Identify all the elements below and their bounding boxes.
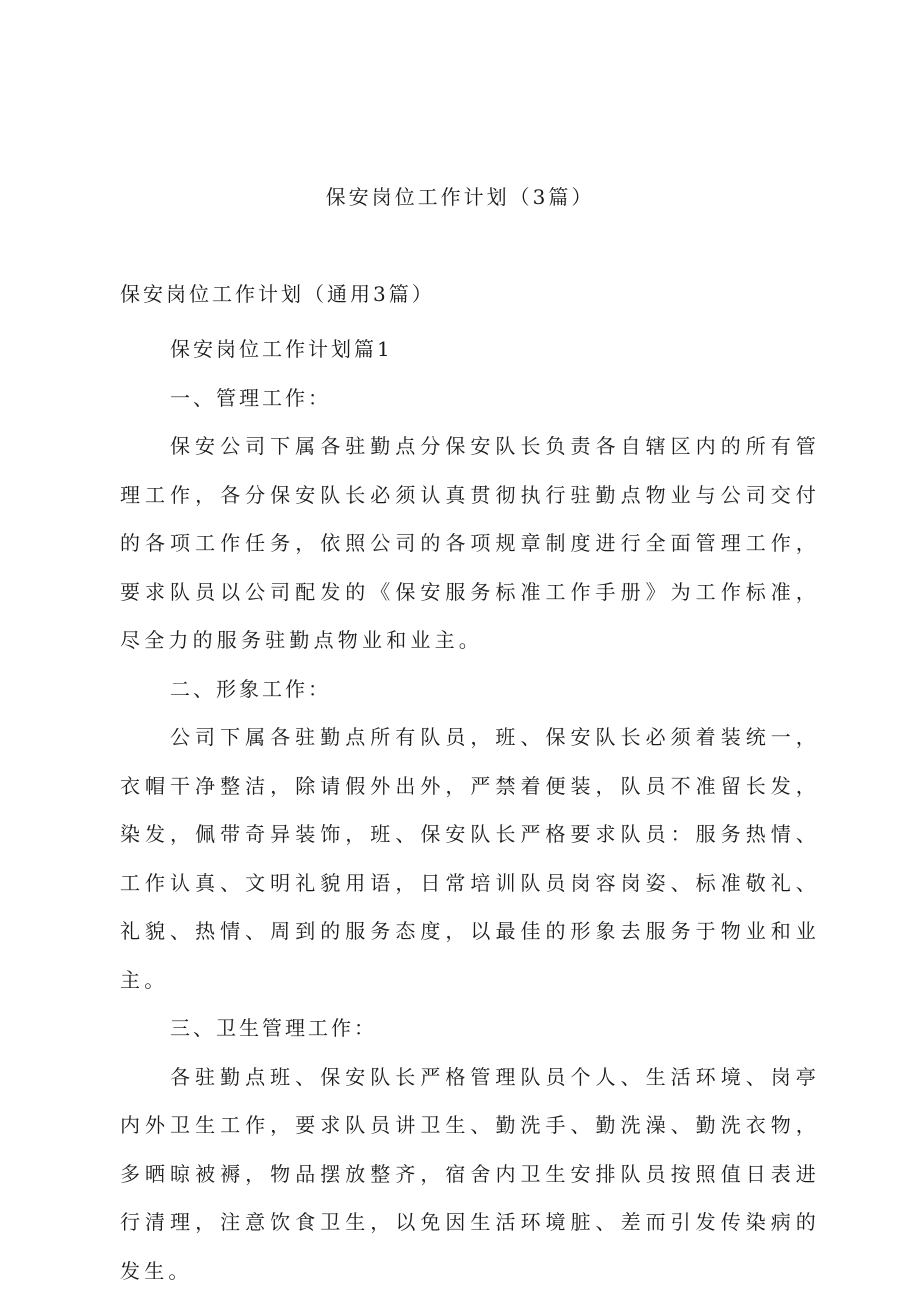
section-body-hygiene: 各驻勤点班、保安队长严格管理队员个人、生活环境、岗亭内外卫生工作，要求队员讲卫生、勤洗手、勤洗澡、勤洗衣物，多晒晾被褥，物品摆放整齐，宿舍内卫生安排队员按照值日表进行清理，注意饮食卫生，以免因生活环境脏、差而引发传染病的发生。 xyxy=(120,1064,820,1283)
section-body-image: 公司下属各驻勤点所有队员，班、保安队长必须着装统一，衣帽干净整洁，除请假外出外，严禁着便装，队员不准留长发，染发，佩带奇异装饰，班、保安队长严格要求队员：服务热情、工作认真、文明礼貌用语，日常培训队员岗容岗姿、标准敬礼、礼貌、热情、周到的服务态度，以最佳的形象去服务于物业和业主。 xyxy=(120,725,820,992)
section-body-management: 保安公司下属各驻勤点分保安队长负责各自辖区内的所有管理工作，各分保安队长必须认真贯彻执行驻勤点物业与公司交付的各项工作任务，依照公司的各项规章制度进行全面管理工作，要求队员以公司配发的《保安服务标准工作手册》为工作标准，尽全力的服务驻勤点物业和业主。 xyxy=(120,434,820,652)
section-heading-image: 二、形象工作： xyxy=(170,676,331,701)
document-body xyxy=(120,325,820,1295)
section-heading-hygiene: 三、卫生管理工作： xyxy=(170,1016,377,1040)
document-subtitle: 保安岗位工作计划（通用3篇） xyxy=(120,282,435,306)
section-heading-management: 一、管理工作： xyxy=(170,385,331,410)
document-title: 保安岗位工作计划（3篇） xyxy=(325,185,595,209)
section-title: 保安岗位工作计划篇1 xyxy=(170,337,393,361)
